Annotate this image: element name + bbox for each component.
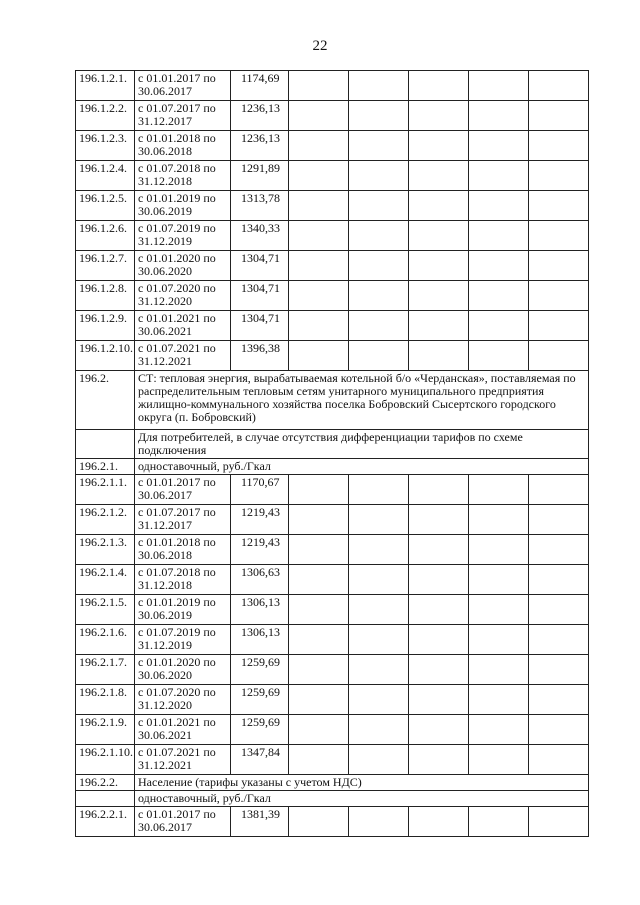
empty-cell bbox=[349, 565, 409, 595]
empty-cell bbox=[469, 745, 529, 775]
row-value: 1174,69 bbox=[231, 71, 289, 101]
empty-cell bbox=[349, 625, 409, 655]
table-row bbox=[76, 685, 589, 715]
subhead-row bbox=[76, 459, 589, 475]
empty-cell bbox=[289, 251, 349, 281]
empty-cell bbox=[529, 625, 589, 655]
empty-cell bbox=[289, 595, 349, 625]
empty-cell bbox=[469, 535, 529, 565]
row-number: 196.1.2.5. bbox=[76, 191, 135, 221]
empty-cell bbox=[349, 251, 409, 281]
row-period: с 01.07.2020 по 31.12.2020 bbox=[135, 281, 231, 311]
row-value: 1347,84 bbox=[231, 745, 289, 775]
empty-cell bbox=[469, 475, 529, 505]
empty-cell bbox=[409, 685, 469, 715]
row-number: 196.2.1.8. bbox=[76, 685, 135, 715]
empty-cell bbox=[469, 311, 529, 341]
empty-cell bbox=[409, 311, 469, 341]
empty-cell bbox=[529, 807, 589, 837]
row-period: с 01.07.2021 по 31.12.2021 bbox=[135, 341, 231, 371]
row-period: с 01.01.2021 по 30.06.2021 bbox=[135, 311, 231, 341]
empty-cell bbox=[469, 281, 529, 311]
section-row bbox=[76, 371, 589, 430]
empty-cell bbox=[529, 565, 589, 595]
empty-cell bbox=[529, 595, 589, 625]
subhead-number: 196.2.1. bbox=[76, 459, 135, 475]
empty-cell bbox=[469, 221, 529, 251]
subnote-row bbox=[76, 430, 589, 459]
empty-cell bbox=[409, 131, 469, 161]
empty-cell bbox=[469, 341, 529, 371]
empty-cell bbox=[289, 161, 349, 191]
row-period: с 01.07.2017 по 31.12.2017 bbox=[135, 101, 231, 131]
empty-cell bbox=[349, 715, 409, 745]
empty-cell bbox=[469, 191, 529, 221]
empty-cell bbox=[529, 311, 589, 341]
empty-cell bbox=[529, 685, 589, 715]
row-period: с 01.07.2019 по 31.12.2019 bbox=[135, 625, 231, 655]
row-value: 1259,69 bbox=[231, 715, 289, 745]
row-period: с 01.01.2020 по 30.06.2020 bbox=[135, 251, 231, 281]
empty-cell bbox=[349, 535, 409, 565]
row-value: 1304,71 bbox=[231, 251, 289, 281]
table-row bbox=[76, 475, 589, 505]
empty-cell bbox=[529, 715, 589, 745]
row-period: с 01.01.2017 по 30.06.2017 bbox=[135, 807, 231, 837]
row-value: 1306,13 bbox=[231, 595, 289, 625]
empty-cell bbox=[529, 221, 589, 251]
empty-cell bbox=[349, 221, 409, 251]
empty-cell bbox=[289, 535, 349, 565]
empty-cell bbox=[409, 101, 469, 131]
empty-cell bbox=[469, 625, 529, 655]
empty-cell bbox=[409, 595, 469, 625]
empty-cell bbox=[409, 341, 469, 371]
empty-cell bbox=[349, 505, 409, 535]
row-number: 196.2.1.2. bbox=[76, 505, 135, 535]
empty-cell bbox=[409, 565, 469, 595]
empty-cell bbox=[409, 807, 469, 837]
empty-cell bbox=[409, 251, 469, 281]
table-row bbox=[76, 535, 589, 565]
empty-cell bbox=[289, 655, 349, 685]
row-number: 196.2.1.7. bbox=[76, 655, 135, 685]
row-period: с 01.07.2017 по 31.12.2017 bbox=[135, 505, 231, 535]
table-row bbox=[76, 745, 589, 775]
row-value: 1259,69 bbox=[231, 655, 289, 685]
empty-cell bbox=[529, 341, 589, 371]
row-value: 1306,13 bbox=[231, 625, 289, 655]
row-period: с 01.07.2018 по 31.12.2018 bbox=[135, 161, 231, 191]
empty-cell bbox=[529, 475, 589, 505]
table-row bbox=[76, 565, 589, 595]
empty-cell bbox=[469, 807, 529, 837]
row-number: 196.2.1.4. bbox=[76, 565, 135, 595]
empty-cell bbox=[349, 311, 409, 341]
row-value: 1381,39 bbox=[231, 807, 289, 837]
empty-cell bbox=[409, 505, 469, 535]
row-value: 1291,89 bbox=[231, 161, 289, 191]
empty-cell bbox=[409, 535, 469, 565]
empty-cell bbox=[289, 475, 349, 505]
row-number: 196.2.1.5. bbox=[76, 595, 135, 625]
tariff-table bbox=[75, 70, 589, 837]
empty-cell bbox=[469, 655, 529, 685]
row-period: с 01.07.2021 по 31.12.2021 bbox=[135, 745, 231, 775]
row-period: с 01.01.2019 по 30.06.2019 bbox=[135, 191, 231, 221]
row-value: 1340,33 bbox=[231, 221, 289, 251]
subhead-row bbox=[76, 775, 589, 791]
empty-cell bbox=[409, 475, 469, 505]
row-value: 1236,13 bbox=[231, 101, 289, 131]
empty-cell bbox=[409, 71, 469, 101]
row-number: 196.1.2.4. bbox=[76, 161, 135, 191]
empty-cell bbox=[349, 101, 409, 131]
empty-cell bbox=[349, 281, 409, 311]
empty-cell bbox=[289, 101, 349, 131]
row-number: 196.2.1.6. bbox=[76, 625, 135, 655]
subnote-text: Для потребителей, в случае отсутствия дифференциации тарифов по схеме подключения bbox=[135, 430, 589, 459]
empty-cell bbox=[76, 791, 135, 807]
empty-cell bbox=[469, 251, 529, 281]
row-period: с 01.07.2020 по 31.12.2020 bbox=[135, 685, 231, 715]
row-number: 196.1.2.7. bbox=[76, 251, 135, 281]
table-row bbox=[76, 161, 589, 191]
table-row bbox=[76, 101, 589, 131]
row-value: 1236,13 bbox=[231, 131, 289, 161]
empty-cell bbox=[469, 71, 529, 101]
table-row bbox=[76, 221, 589, 251]
table-row bbox=[76, 191, 589, 221]
empty-cell bbox=[409, 625, 469, 655]
empty-cell bbox=[469, 505, 529, 535]
empty-cell bbox=[289, 807, 349, 837]
empty-cell bbox=[289, 191, 349, 221]
empty-cell bbox=[289, 625, 349, 655]
empty-cell bbox=[289, 715, 349, 745]
empty-cell bbox=[469, 565, 529, 595]
table-row bbox=[76, 71, 589, 101]
empty-cell bbox=[76, 430, 135, 459]
row-period: с 01.07.2019 по 31.12.2019 bbox=[135, 221, 231, 251]
empty-cell bbox=[529, 71, 589, 101]
empty-cell bbox=[529, 505, 589, 535]
row-number: 196.1.2.6. bbox=[76, 221, 135, 251]
empty-cell bbox=[349, 71, 409, 101]
empty-cell bbox=[469, 685, 529, 715]
empty-cell bbox=[409, 745, 469, 775]
table-row bbox=[76, 341, 589, 371]
empty-cell bbox=[289, 341, 349, 371]
empty-cell bbox=[349, 655, 409, 685]
empty-cell bbox=[469, 161, 529, 191]
table-row bbox=[76, 655, 589, 685]
empty-cell bbox=[349, 191, 409, 221]
empty-cell bbox=[469, 715, 529, 745]
empty-cell bbox=[409, 221, 469, 251]
row-period: с 01.01.2018 по 30.06.2018 bbox=[135, 131, 231, 161]
empty-cell bbox=[529, 251, 589, 281]
row-period: с 01.01.2018 по 30.06.2018 bbox=[135, 535, 231, 565]
row-number: 196.2.1.1. bbox=[76, 475, 135, 505]
empty-cell bbox=[529, 191, 589, 221]
row-period: с 01.01.2020 по 30.06.2020 bbox=[135, 655, 231, 685]
empty-cell bbox=[529, 101, 589, 131]
empty-cell bbox=[409, 715, 469, 745]
subhead-number: 196.2.2. bbox=[76, 775, 135, 791]
empty-cell bbox=[529, 161, 589, 191]
section-description: СТ: тепловая энергия, вырабатываемая котельной б/о «Черданская», поставляемая по распределительным тепловым сетям унитарного муниципального предприятия жилищно-коммунального хозяйства поселка Бобровский Сысертского городского округа (п. Бобровский) bbox=[135, 371, 589, 430]
row-number: 196.1.2.8. bbox=[76, 281, 135, 311]
empty-cell bbox=[469, 101, 529, 131]
empty-cell bbox=[349, 807, 409, 837]
empty-cell bbox=[469, 595, 529, 625]
subhead-text: Население (тарифы указаны с учетом НДС) bbox=[135, 775, 589, 791]
empty-cell bbox=[349, 685, 409, 715]
table-row bbox=[76, 625, 589, 655]
empty-cell bbox=[289, 745, 349, 775]
row-number: 196.1.2.1. bbox=[76, 71, 135, 101]
row-value: 1304,71 bbox=[231, 281, 289, 311]
row-period: с 01.01.2019 по 30.06.2019 bbox=[135, 595, 231, 625]
row-period: с 01.01.2017 по 30.06.2017 bbox=[135, 475, 231, 505]
empty-cell bbox=[289, 71, 349, 101]
empty-cell bbox=[529, 131, 589, 161]
empty-cell bbox=[349, 745, 409, 775]
row-number: 196.2.1.10. bbox=[76, 745, 135, 775]
empty-cell bbox=[289, 221, 349, 251]
row-number: 196.2.1.3. bbox=[76, 535, 135, 565]
row-number: 196.1.2.10. bbox=[76, 341, 135, 371]
row-value: 1219,43 bbox=[231, 505, 289, 535]
section-number: 196.2. bbox=[76, 371, 135, 430]
empty-cell bbox=[289, 311, 349, 341]
empty-cell bbox=[289, 565, 349, 595]
empty-cell bbox=[469, 131, 529, 161]
row-period: с 01.07.2018 по 31.12.2018 bbox=[135, 565, 231, 595]
row-number: 196.1.2.2. bbox=[76, 101, 135, 131]
empty-cell bbox=[529, 281, 589, 311]
row-value: 1396,38 bbox=[231, 341, 289, 371]
row-value: 1304,71 bbox=[231, 311, 289, 341]
table-row bbox=[76, 505, 589, 535]
row-number: 196.2.2.1. bbox=[76, 807, 135, 837]
empty-cell bbox=[409, 161, 469, 191]
table-row bbox=[76, 807, 589, 837]
table-row bbox=[76, 281, 589, 311]
empty-cell bbox=[349, 595, 409, 625]
row-number: 196.2.1.9. bbox=[76, 715, 135, 745]
tariff-table-body bbox=[76, 71, 589, 837]
empty-cell bbox=[349, 161, 409, 191]
row-period: с 01.01.2017 по 30.06.2017 bbox=[135, 71, 231, 101]
row-value: 1170,67 bbox=[231, 475, 289, 505]
subnote-text: одноставочный, руб./Гкал bbox=[135, 791, 589, 807]
empty-cell bbox=[529, 535, 589, 565]
empty-cell bbox=[349, 475, 409, 505]
row-value: 1219,43 bbox=[231, 535, 289, 565]
empty-cell bbox=[349, 131, 409, 161]
row-value: 1259,69 bbox=[231, 685, 289, 715]
empty-cell bbox=[349, 341, 409, 371]
table-row bbox=[76, 311, 589, 341]
table-row bbox=[76, 131, 589, 161]
table-row bbox=[76, 715, 589, 745]
row-number: 196.1.2.9. bbox=[76, 311, 135, 341]
row-value: 1306,63 bbox=[231, 565, 289, 595]
empty-cell bbox=[409, 655, 469, 685]
subnote-row bbox=[76, 791, 589, 807]
empty-cell bbox=[289, 685, 349, 715]
row-period: с 01.01.2021 по 30.06.2021 bbox=[135, 715, 231, 745]
empty-cell bbox=[289, 131, 349, 161]
empty-cell bbox=[409, 191, 469, 221]
empty-cell bbox=[529, 655, 589, 685]
subhead-text: одноставочный, руб./Гкал bbox=[135, 459, 589, 475]
row-number: 196.1.2.3. bbox=[76, 131, 135, 161]
empty-cell bbox=[409, 281, 469, 311]
page-number: 22 bbox=[312, 38, 328, 54]
empty-cell bbox=[289, 281, 349, 311]
table-row bbox=[76, 595, 589, 625]
empty-cell bbox=[529, 745, 589, 775]
table-row bbox=[76, 251, 589, 281]
row-value: 1313,78 bbox=[231, 191, 289, 221]
empty-cell bbox=[289, 505, 349, 535]
